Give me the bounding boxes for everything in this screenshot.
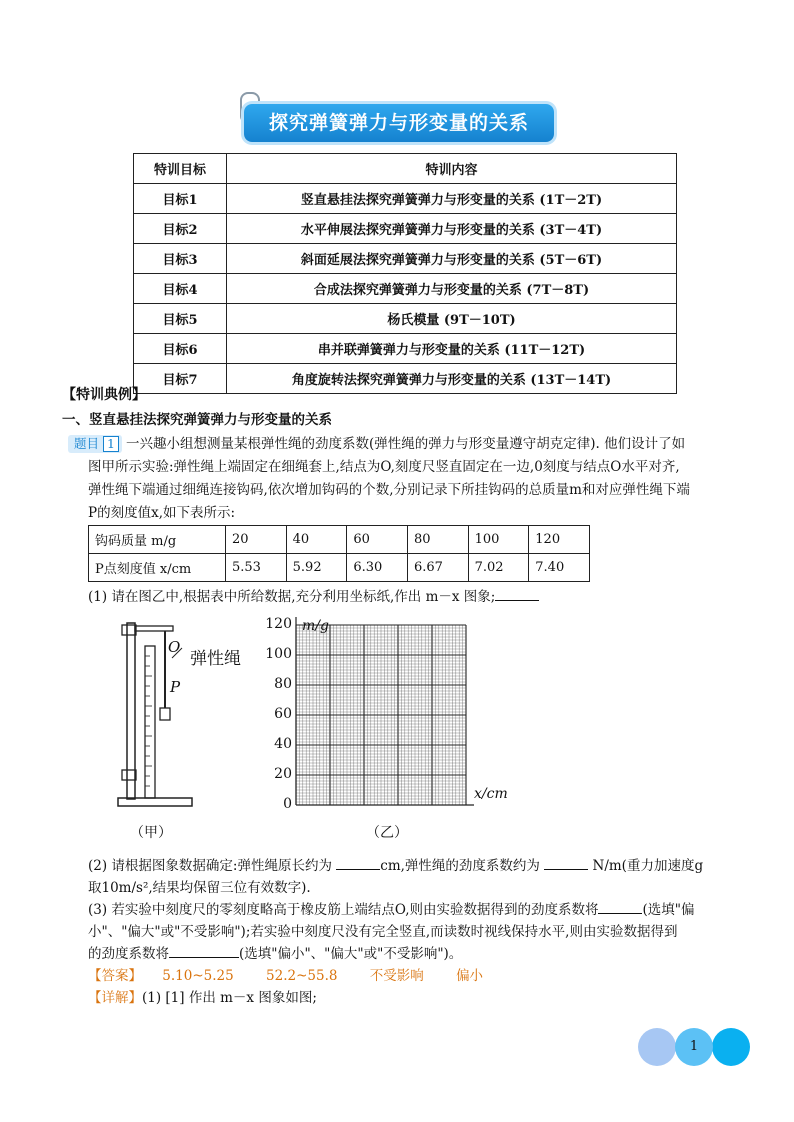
problem-line: P的刻度值x,如下表所示: (88, 505, 236, 521)
question-3 (88, 899, 694, 921)
answer-value: 不受影响 (369, 968, 424, 984)
target-content: 竖直悬挂法探究弹簧弹力与形变量的关系 (1T－2T) (227, 184, 677, 214)
y-tick-label: 40 (274, 736, 292, 752)
table-row (134, 304, 677, 334)
page-decoration (638, 1028, 676, 1066)
table-cell: 5.92 (286, 554, 347, 582)
caption-a: （甲） (130, 825, 172, 841)
q3-text: (3) 若实验中刻度尺的零刻度略高于橡皮筋上端结点O,则由实验数据得到的劲度系数将 (88, 902, 599, 918)
problem-number: 1 (103, 436, 119, 452)
problem-tag (68, 435, 122, 453)
table-row (134, 214, 677, 244)
target-content: 水平伸展法探究弹簧弹力与形变量的关系 (3T－4T) (227, 214, 677, 244)
q2-text: N/m(重力加速度g (592, 858, 704, 874)
page-decoration (712, 1028, 750, 1066)
mass-table (88, 525, 590, 582)
q3-line3 (88, 943, 462, 965)
target-content: 角度旋转法探究弹簧弹力与形变量的关系 (13T－14T) (227, 364, 677, 394)
y-tick-label: 60 (274, 706, 292, 722)
section-heading: 【特训典例】 (62, 387, 146, 403)
y-tick-label: 100 (265, 646, 292, 662)
target-id: 目标7 (134, 364, 227, 394)
q2-line2: 取10m/s²,结果均保留三位有效数字). (88, 880, 311, 896)
target-id: 目标1 (134, 184, 227, 214)
table-cell: 7.40 (529, 554, 590, 582)
q3-text: (选填"偏小"、"偏大"或"不受影响")。 (239, 946, 463, 962)
page-number: 1 (675, 1028, 713, 1066)
target-id: 目标3 (134, 244, 227, 274)
q3-text: (选填"偏 (642, 902, 695, 918)
detail-text: (1) [1] 作出 m－x 图象如图; (142, 990, 317, 1006)
table-cell: 100 (468, 526, 529, 554)
answer-value: 5.10~5.25 (162, 968, 234, 984)
answer-line (88, 965, 483, 987)
table-cell: 7.02 (468, 554, 529, 582)
page-title: 探究弹簧弹力与形变量的关系 (244, 104, 554, 142)
answer-blank[interactable] (495, 588, 539, 601)
table-row (134, 334, 677, 364)
table-cell: 80 (407, 526, 468, 554)
q3-line2: 小"、"偏大"或"不受影响");若实验中刻度尺没有完全竖直,而读数时视线保持水平,则由实验数据得到 (88, 924, 678, 940)
answer-blank[interactable] (598, 901, 642, 914)
target-id: 目标4 (134, 274, 227, 304)
detail-label: 【详解】 (88, 990, 142, 1006)
answer-blank[interactable] (336, 857, 380, 870)
table-cell: 40 (286, 526, 347, 554)
table-cell: 5.53 (226, 554, 287, 582)
table-row (134, 244, 677, 274)
question-1-text: (1) 请在图乙中,根据表中所给数据,充分利用坐标纸,作出 m－x 图象; (88, 589, 496, 605)
subsection-heading: 一、竖直悬挂法探究弹簧弹力与形变量的关系 (62, 412, 332, 428)
answer-label: 【答案】 (88, 968, 142, 984)
y-axis-label: m/g (302, 618, 329, 634)
answer-blank[interactable] (169, 945, 239, 958)
table-cell: 6.30 (347, 554, 408, 582)
header-cell: 特训目标 (134, 154, 227, 184)
table-row (134, 184, 677, 214)
answer-value: 52.2~55.8 (266, 968, 338, 984)
x-axis-label: x/cm (474, 786, 508, 802)
label-O: O (168, 638, 181, 656)
target-content: 斜面延展法探究弹簧弹力与形变量的关系 (5T－6T) (227, 244, 677, 274)
target-id: 目标2 (134, 214, 227, 244)
y-tick-label: 80 (274, 676, 292, 692)
problem-line: 弹性绳下端通过细绳连接钩码,依次增加钩码的个数,分别记录下所挂钩码的总质量m和对应弹性绳下端 (88, 482, 690, 498)
table-row (89, 554, 590, 582)
table-cell: 20 (226, 526, 287, 554)
y-tick-label: 20 (274, 766, 292, 782)
label-P: P (170, 678, 181, 696)
target-content: 串并联弹簧弹力与形变量的关系 (11T－12T) (227, 334, 677, 364)
problem-tag-label: 题目 (74, 436, 100, 451)
table-row (134, 364, 677, 394)
answer-value: 偏小 (456, 968, 484, 984)
problem-line: 图甲所示实验:弹性绳上端固定在细绳套上,结点为O,刻度尺竖直固定在一边,0刻度与结点O水平对齐, (88, 459, 680, 475)
problem-line: 一兴趣小组想测量某根弹性绳的劲度系数(弹性绳的弹力与形变量遵守胡克定律). 他们设计了如 (126, 436, 686, 452)
caption-b: （乙） (366, 825, 408, 841)
table-cell: 120 (529, 526, 590, 554)
q3-text: 的劲度系数将 (88, 946, 169, 962)
target-id: 目标5 (134, 304, 227, 334)
question-2 (88, 855, 703, 877)
table-row (134, 154, 677, 184)
q2-text: (2) 请根据图象数据确定:弹性绳原长约为 (88, 858, 332, 874)
q2-text: cm,弹性绳的劲度系数约为 (380, 858, 540, 874)
targets-table (133, 153, 677, 394)
header-cell: 特训内容 (227, 154, 677, 184)
row-header: P点刻度值 x/cm (89, 554, 226, 582)
table-row (134, 274, 677, 304)
answer-blank[interactable] (544, 857, 588, 870)
question-1 (88, 586, 539, 608)
table-row (89, 526, 590, 554)
row-header: 钩码质量 m/g (89, 526, 226, 554)
target-id: 目标6 (134, 334, 227, 364)
detail-line (88, 987, 317, 1009)
y-tick-label: 120 (265, 616, 292, 632)
table-cell: 6.67 (407, 554, 468, 582)
target-content: 杨氏模量 (9T－10T) (227, 304, 677, 334)
y-tick-label: 0 (283, 796, 292, 812)
table-cell: 60 (347, 526, 408, 554)
label-rope: 弹性绳 (190, 649, 241, 669)
target-content: 合成法探究弹簧弹力与形变量的关系 (7T－8T) (227, 274, 677, 304)
